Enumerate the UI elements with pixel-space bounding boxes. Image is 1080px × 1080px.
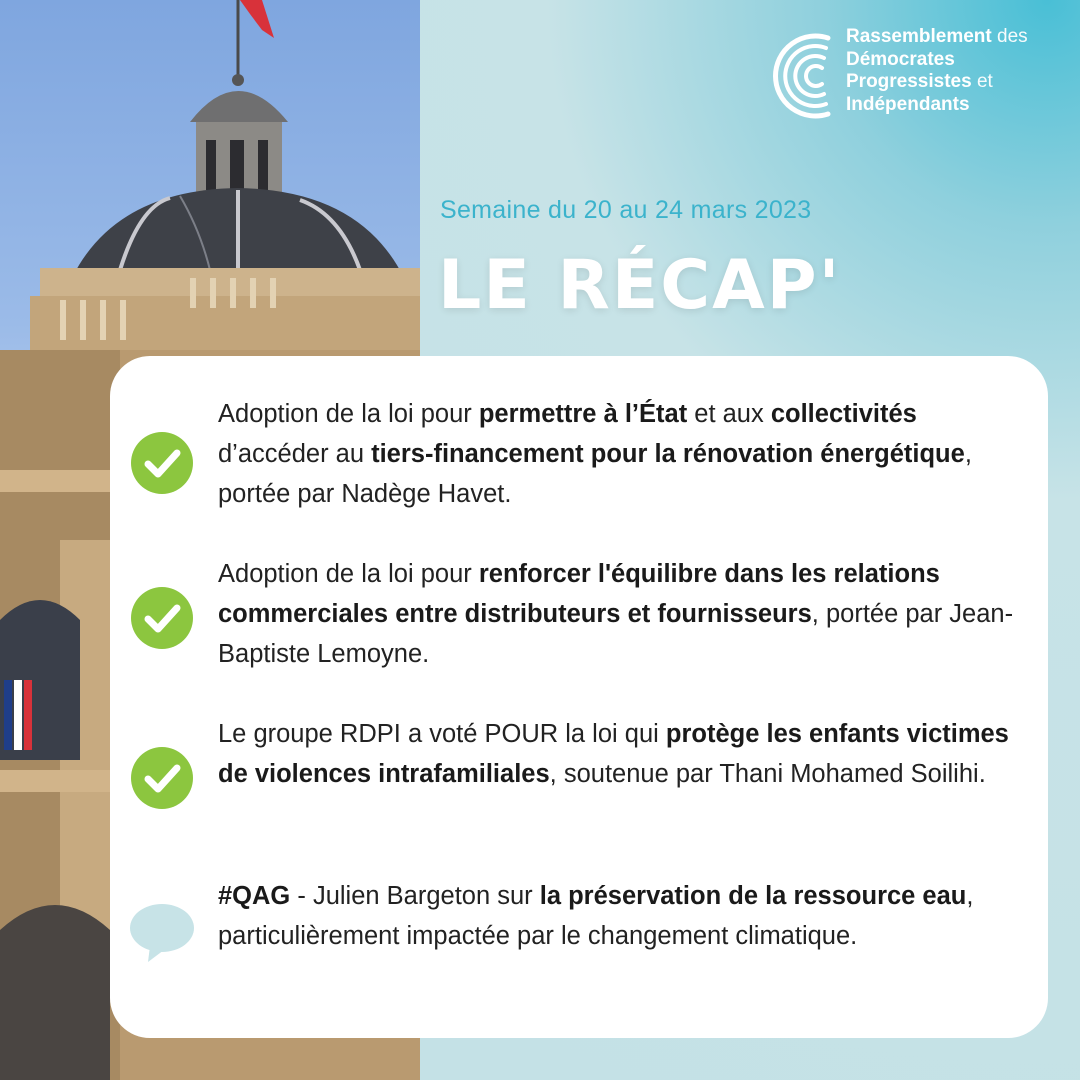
recap-item [110, 554, 1048, 684]
recap-item-text [218, 714, 1028, 794]
recap-item-segment: et aux [687, 400, 771, 428]
recap-item-highlight: #QAG [218, 882, 291, 910]
speech-bubble-icon [130, 900, 194, 964]
recap-item-segment: Adoption de la loi pour [218, 400, 479, 428]
recap-item-segment: Le groupe RDPI a voté POUR la loi qui [218, 720, 666, 748]
logo-wordmark: Rassemblement des Démocrates Progressistes et Indépendants [846, 26, 1028, 115]
recap-item-highlight: protège les enfants victimes de violences intrafamiliales [218, 720, 1009, 788]
recap-item-highlight: collectivités [770, 400, 917, 428]
recap-item [110, 714, 1048, 844]
week-label: Semaine du 20 au 24 mars 2023 [440, 196, 812, 224]
rdpi-logo [772, 26, 1062, 126]
recap-item-text [218, 876, 1028, 956]
recap-item [110, 394, 1048, 524]
recap-card [110, 356, 1048, 1038]
check-circle-icon [130, 746, 194, 810]
recap-item-highlight: permettre à l’État [478, 400, 688, 428]
recap-item-segment: , soutenue par Thani Mohamed Soilihi. [549, 760, 986, 788]
recap-item-text [218, 554, 1028, 674]
recap-item-segment: , portée par Jean-Baptiste Lemoyne. [218, 600, 1014, 668]
recap-item-highlight: la préservation de la ressource eau [539, 882, 967, 910]
check-circle-icon [130, 431, 194, 495]
recap-item-segment: - Julien Bargeton sur [290, 882, 540, 910]
recap-item-highlight: tiers-financement pour la rénovation énergétique [371, 440, 965, 468]
recap-item [110, 876, 1048, 1006]
recap-item-segment: , portée par Nadège Havet. [218, 440, 972, 508]
page-title: LE RÉCAP' [438, 246, 842, 325]
recap-item-segment: d’accéder au [218, 440, 372, 468]
recap-item-segment: , particulièrement impactée par le changement climatique. [218, 882, 974, 950]
recap-item-highlight: renforcer l'équilibre dans les relations commerciales entre distributeurs et fournisseurs [218, 560, 940, 628]
rdpi-logo-mark [772, 26, 846, 126]
recap-item-text [218, 394, 1028, 514]
recap-item-segment: Adoption de la loi pour [218, 560, 479, 588]
check-circle-icon [130, 586, 194, 650]
